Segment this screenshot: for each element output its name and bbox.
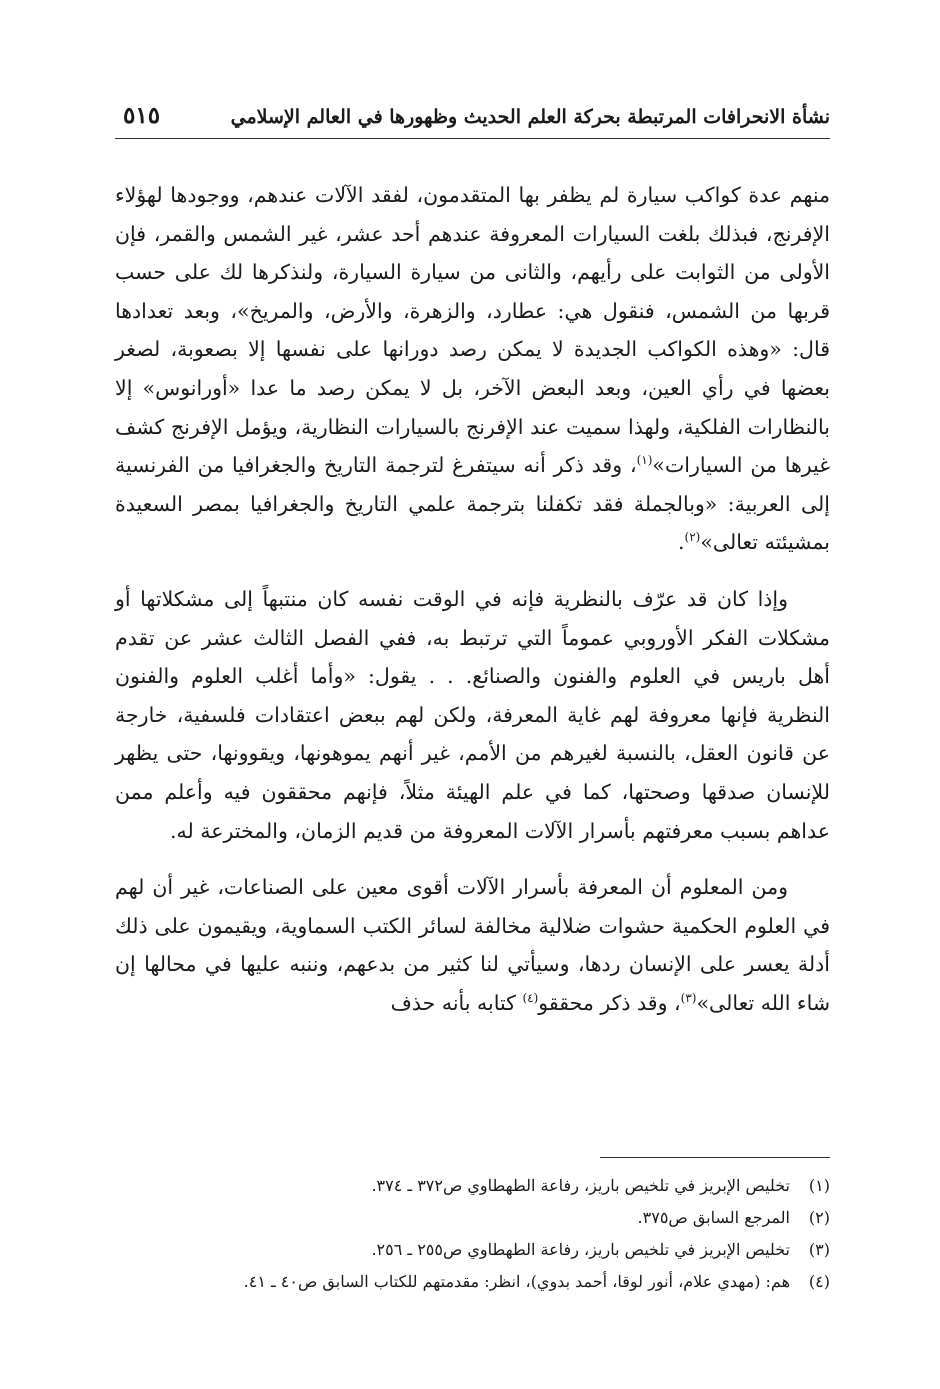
page-header: [115, 100, 830, 139]
paragraph-2-text: وإذا كان قد عرّف بالنظرية فإنه في الوقت نفسه كان منتبهاً إلى مشكلاتها أو مشكلات الفكر الأوروبي عموماً التي ترتبط به، ففي الفصل الثالث عشر عن تقدم أهل باريس في العلوم والفنون والصنائع. . . يقول: «وأما أغلب العلوم والفنون النظرية فإنها معروفة لهم غاية المعرفة، ولكن لهم ببعض اعتقادات فلسفية، خارجة عن قانون العقل، بالنسبة لغيرهم من الأمم، غير أنهم يموهونها، ويقوونها، حتى يظهر للإنسان صدقها وصحتها، كما في علم الهيئة مثلاً، فإنهم محققون فيه وأعلم ممن عداهم بسبب معرفتهم بأسرار الآلات المعروفة من قديم الزمان، والمخترعة له.: [115, 586, 830, 843]
paragraph-3: [115, 868, 830, 1022]
footnote-text: تخليص الإبريز في تلخيص باريز، رفاعة الطهطاوي ص٢٥٥ ـ ٢٥٦.: [371, 1240, 790, 1259]
footnote-ref-3: (٣): [680, 991, 697, 1006]
footnote-number: (١): [808, 1176, 830, 1195]
paragraph-2: [115, 580, 830, 850]
footnote-1: [115, 1170, 830, 1202]
footnote-2: [115, 1202, 830, 1234]
footnote-4: [115, 1266, 830, 1298]
footnotes: [115, 1170, 830, 1298]
footnote-divider: [600, 1157, 830, 1158]
body-text: [115, 176, 830, 1022]
footnote-number: (٣): [808, 1240, 830, 1259]
footnote-text: تخليص الإبريز في تلخيص باريز، رفاعة الطهطاوي ص٣٧٢ ـ ٣٧٤.: [371, 1176, 790, 1195]
running-title: نشأة الانحرافات المرتبطة بحركة العلم الحديث وظهورها في العالم الإسلامي: [230, 106, 830, 128]
paragraph-1-text-c: .: [678, 530, 685, 555]
footnote-ref-1: (١): [636, 453, 653, 468]
paragraph-3-text-b: ، وقد ذكر محققو: [538, 990, 681, 1015]
footnote-ref-2: (٢): [684, 530, 701, 545]
paragraph-1-text-a: منهم عدة كواكب سيارة لم يظفر بها المتقدمون، لفقد الآلات عندهم، ووجودها لهؤلاء الإفرنج، فبذلك بلغت السيارات المعروفة عندهم أحد عشر، غير الشمس والقمر، فإن الأولى من الثوابت على رأيهم، والثانى من سيارة السيارة، ولنذكرها لك على حسب قربها من الشمس، فنقول هي: عطارد، والزهرة، والأرض، والمريخ»، وبعد تعدادها قال: «وهذه الكواكب الجديدة لا يمكن رصد دورانها على نفسها إلا بصعوبة، لصغر بعضها في رأي العين، وبعد البعض الآخر، بل لا يمكن رصد ما عدا «أورانوس» إلا بالنظارات الفلكية، ولهذا سميت عند الإفرنج بالسيارات النظارية، ويؤمل الإفرنج كشف غيرها من السيارات»: [115, 183, 831, 478]
footnote-text: هم: (مهدي علام، أنور لوقا، أحمد بدوي)، انظر: مقدمتهم للكتاب السابق ص٤٠ ـ ٤١.: [243, 1272, 790, 1291]
footnote-3: [115, 1234, 830, 1266]
paragraph-3-text-a: ومن المعلوم أن المعرفة بأسرار الآلات أقوى معين على الصناعات، غير أن لهم في العلوم الحكمية حشوات ضلالية مخالفة لسائر الكتب السماوية، ويقيمون على ذلك أدلة يعسر على الإنسان ردها، وسيأتي لنا كثير من بدعهم، وننبه عليها في محالها إن شاء الله تعالى»: [115, 875, 830, 1015]
paragraph-1-text-b: ، وقد ذكر أنه سيتفرغ لترجمة التاريخ والجغرافيا من الفرنسية إلى العربية: «وبالجملة فقد تكفلنا بترجمة علمي التاريخ والجغرافيا بمصر السعيدة بمشيئته تعالى»: [115, 453, 830, 555]
paragraph-1: [115, 176, 830, 562]
page-number: ٥١٥: [123, 102, 161, 129]
footnote-number: (٢): [808, 1208, 830, 1227]
footnote-ref-4: (٤): [522, 991, 539, 1006]
footnote-number: (٤): [808, 1272, 830, 1291]
paragraph-3-text-c: كتابه بأنه حذف: [390, 990, 523, 1015]
footnote-text: المرجع السابق ص٣٧٥.: [637, 1208, 790, 1227]
